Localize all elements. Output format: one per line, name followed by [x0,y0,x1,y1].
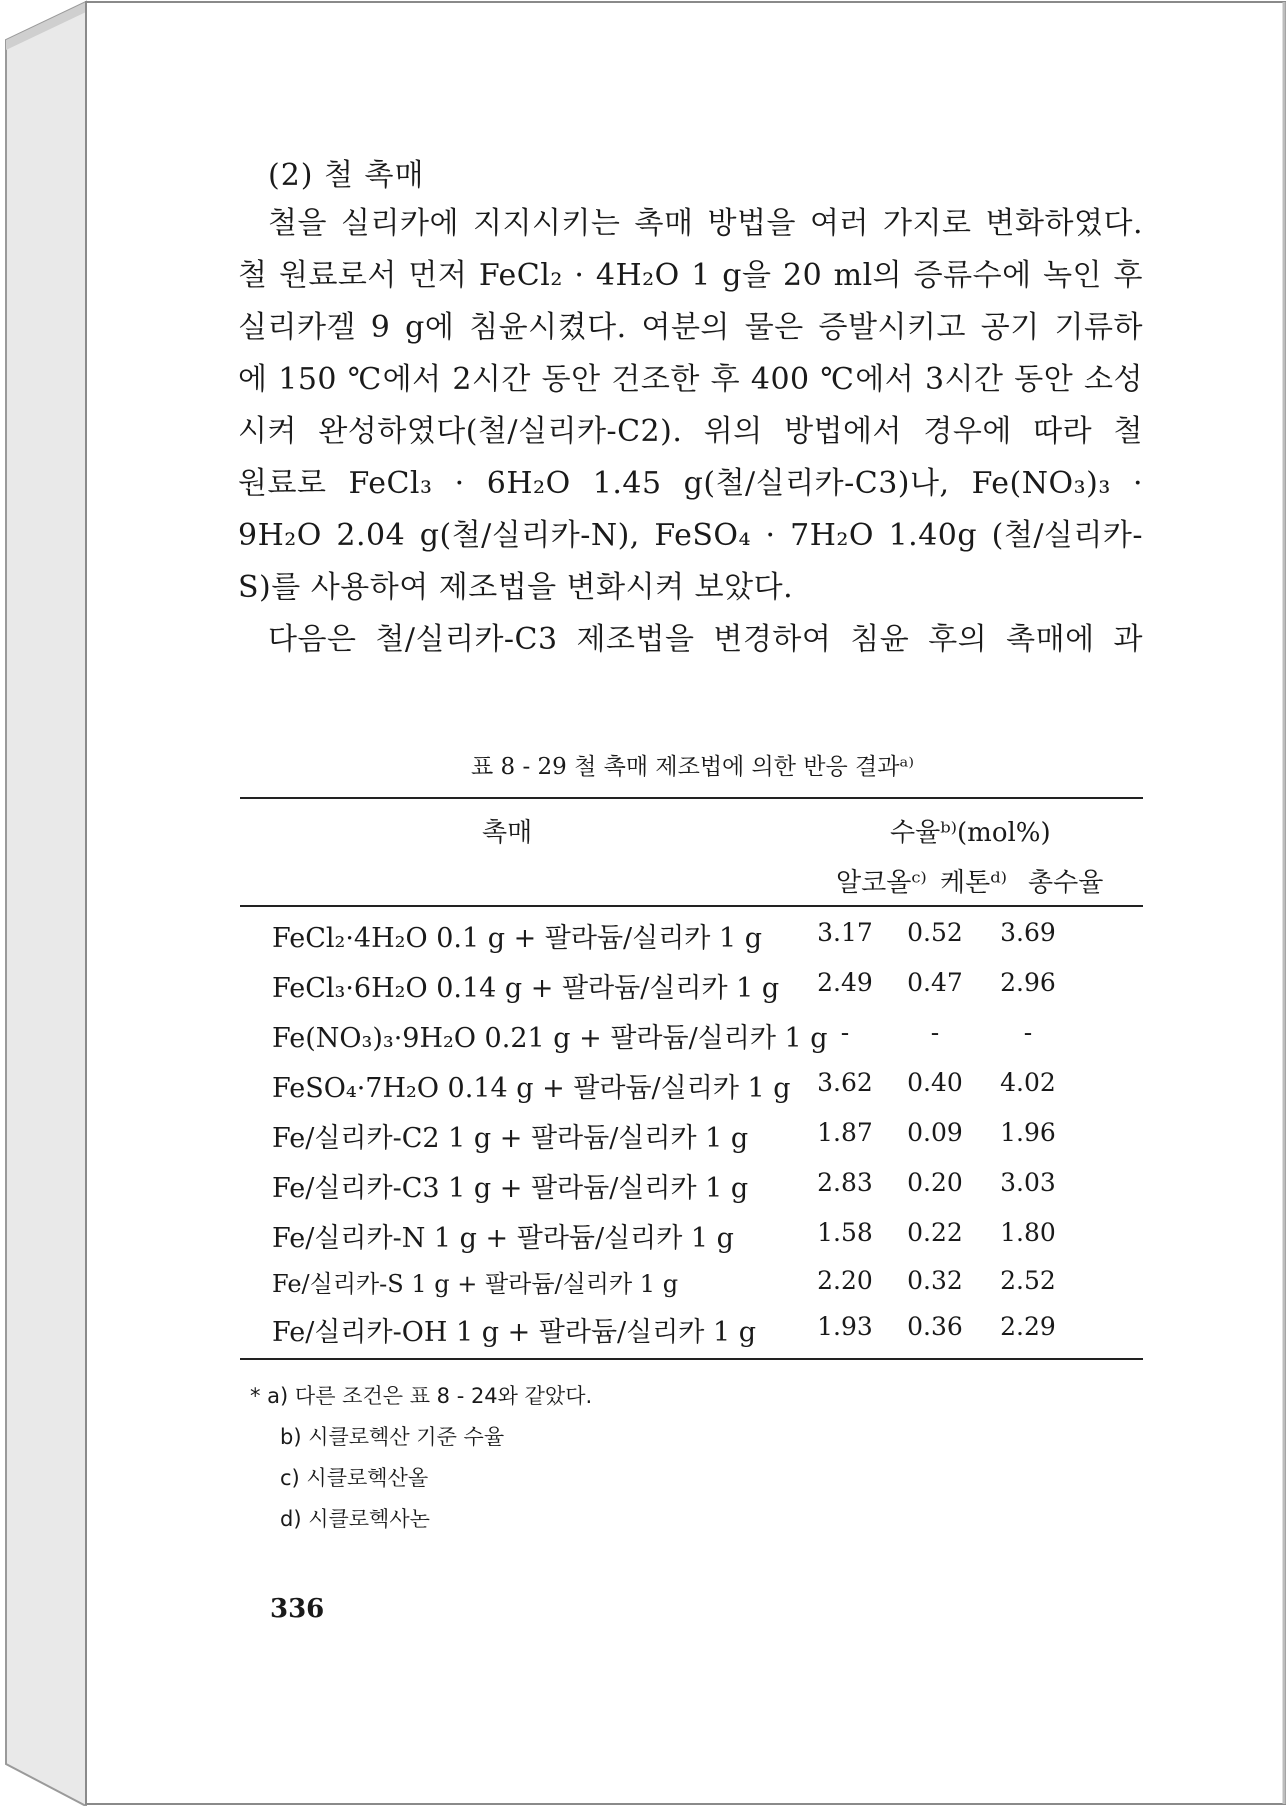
table-cell-ketone: 0.09 [907,1118,963,1147]
table-row-catalyst: Fe/실리카-C3 1 g + 팔라듐/실리카 1 g [272,1173,749,1204]
table-cell-total: 3.69 [1000,918,1056,947]
page-number: 336 [270,1594,325,1624]
footnote: b) 시클로헥산 기준 수율 [280,1425,505,1449]
header-catalyst: 촉매 [482,818,533,848]
table-caption: 표 8 - 29 철 촉매 제조법에 의한 반응 결과ᵃ⁾ [470,754,915,780]
table-row-catalyst: Fe/실리카-S 1 g + 팔라듐/실리카 1 g [272,1270,679,1298]
table-cell-ketone: 0.20 [907,1168,963,1197]
table-cell-alcohol: 3.17 [817,918,873,947]
table-row-catalyst: Fe/실리카-N 1 g + 팔라듐/실리카 1 g [272,1223,734,1254]
paragraph-line: 원료로 FeCl₃ · 6H₂O 1.45 g(철/실리카-C3)나, Fe(NO₃)₃ · [238,466,1143,501]
table-cell-alcohol: 1.93 [817,1312,873,1341]
paragraph-line: 철을 실리카에 지지시키는 촉매 방법을 여러 가지로 변화하였다. [268,206,1143,241]
table-row-catalyst: FeSO₄·7H₂O 0.14 g + 팔라듐/실리카 1 g [272,1073,791,1104]
table-bottom-rule [240,1358,1143,1360]
table-cell-ketone: 0.32 [907,1266,963,1295]
paragraph-line: 다음은 철/실리카-C3 제조법을 변경하여 침윤 후의 촉매에 과 [268,622,1143,657]
footnote: * a) 다른 조건은 표 8 - 24와 같았다. [250,1384,593,1408]
table-cell-alcohol: 2.20 [817,1266,873,1295]
table-cell-total: 4.02 [1000,1068,1056,1097]
table-cell-ketone: 0.22 [907,1218,963,1247]
subheader-ketone: 케톤ᵈ⁾ [940,868,1008,898]
footnote: d) 시클로헥사논 [280,1507,430,1531]
table-cell-alcohol: 2.83 [817,1168,873,1197]
table-row-catalyst: Fe(NO₃)₃·9H₂O 0.21 g + 팔라듐/실리카 1 g [272,1023,828,1054]
table-cell-alcohol: 1.87 [817,1118,873,1147]
table-cell-total: 1.96 [1000,1118,1056,1147]
paragraph-line: S)를 사용하여 제조법을 변화시켜 보았다. [238,570,794,605]
table-cell-total: 2.29 [1000,1312,1056,1341]
table-cell-ketone: 0.36 [907,1312,963,1341]
paragraph-line: 철 원료로서 먼저 FeCl₂ · 4H₂O 1 g을 20 ml의 증류수에 녹인 후 [238,258,1143,293]
table-cell-total: 1.80 [1000,1218,1056,1247]
section-heading: (2) 철 촉매 [268,158,425,193]
table-row-catalyst: Fe/실리카-C2 1 g + 팔라듐/실리카 1 g [272,1123,749,1154]
subheader-alcohol: 알코올ᶜ⁾ [836,868,927,898]
table-row-catalyst: FeCl₃·6H₂O 0.14 g + 팔라듐/실리카 1 g [272,973,780,1004]
header-yield: 수율ᵇ⁾(mol%) [890,818,1051,848]
table-cell-total: 2.52 [1000,1266,1056,1295]
subheader-total: 총수율 [1028,868,1104,898]
table-cell-total: 2.96 [1000,968,1056,997]
table-cell-total: 3.03 [1000,1168,1056,1197]
table-header-rule [240,905,1143,907]
table-cell-ketone: 0.47 [907,968,963,997]
paragraph-line: 실리카겔 9 g에 침윤시켰다. 여분의 물은 증발시키고 공기 기류하 [238,310,1143,345]
paragraph-line: 에 150 ℃에서 2시간 동안 건조한 후 400 ℃에서 3시간 동안 소성 [238,362,1143,397]
table-cell-ketone: 0.52 [907,918,963,947]
paragraph-line: 9H₂O 2.04 g(철/실리카-N), FeSO₄ · 7H₂O 1.40g (철/실리카- [238,518,1143,553]
table-cell-alcohol: 3.62 [817,1068,873,1097]
table-cell-total: - [1023,1018,1033,1047]
footnote: c) 시클로헥산올 [280,1466,429,1490]
table-cell-alcohol: 2.49 [817,968,873,997]
paragraph-line: 시켜 완성하였다(철/실리카-C2). 위의 방법에서 경우에 따라 철 [238,414,1143,449]
table-cell-alcohol: 1.58 [817,1218,873,1247]
table-top-rule [240,797,1143,799]
table-cell-ketone: - [930,1018,940,1047]
table-row-catalyst: FeCl₂·4H₂O 0.1 g + 팔라듐/실리카 1 g [272,923,763,954]
table-row-catalyst: Fe/실리카-OH 1 g + 팔라듐/실리카 1 g [272,1317,757,1348]
table-cell-alcohol: - [840,1018,850,1047]
table-cell-ketone: 0.40 [907,1068,963,1097]
